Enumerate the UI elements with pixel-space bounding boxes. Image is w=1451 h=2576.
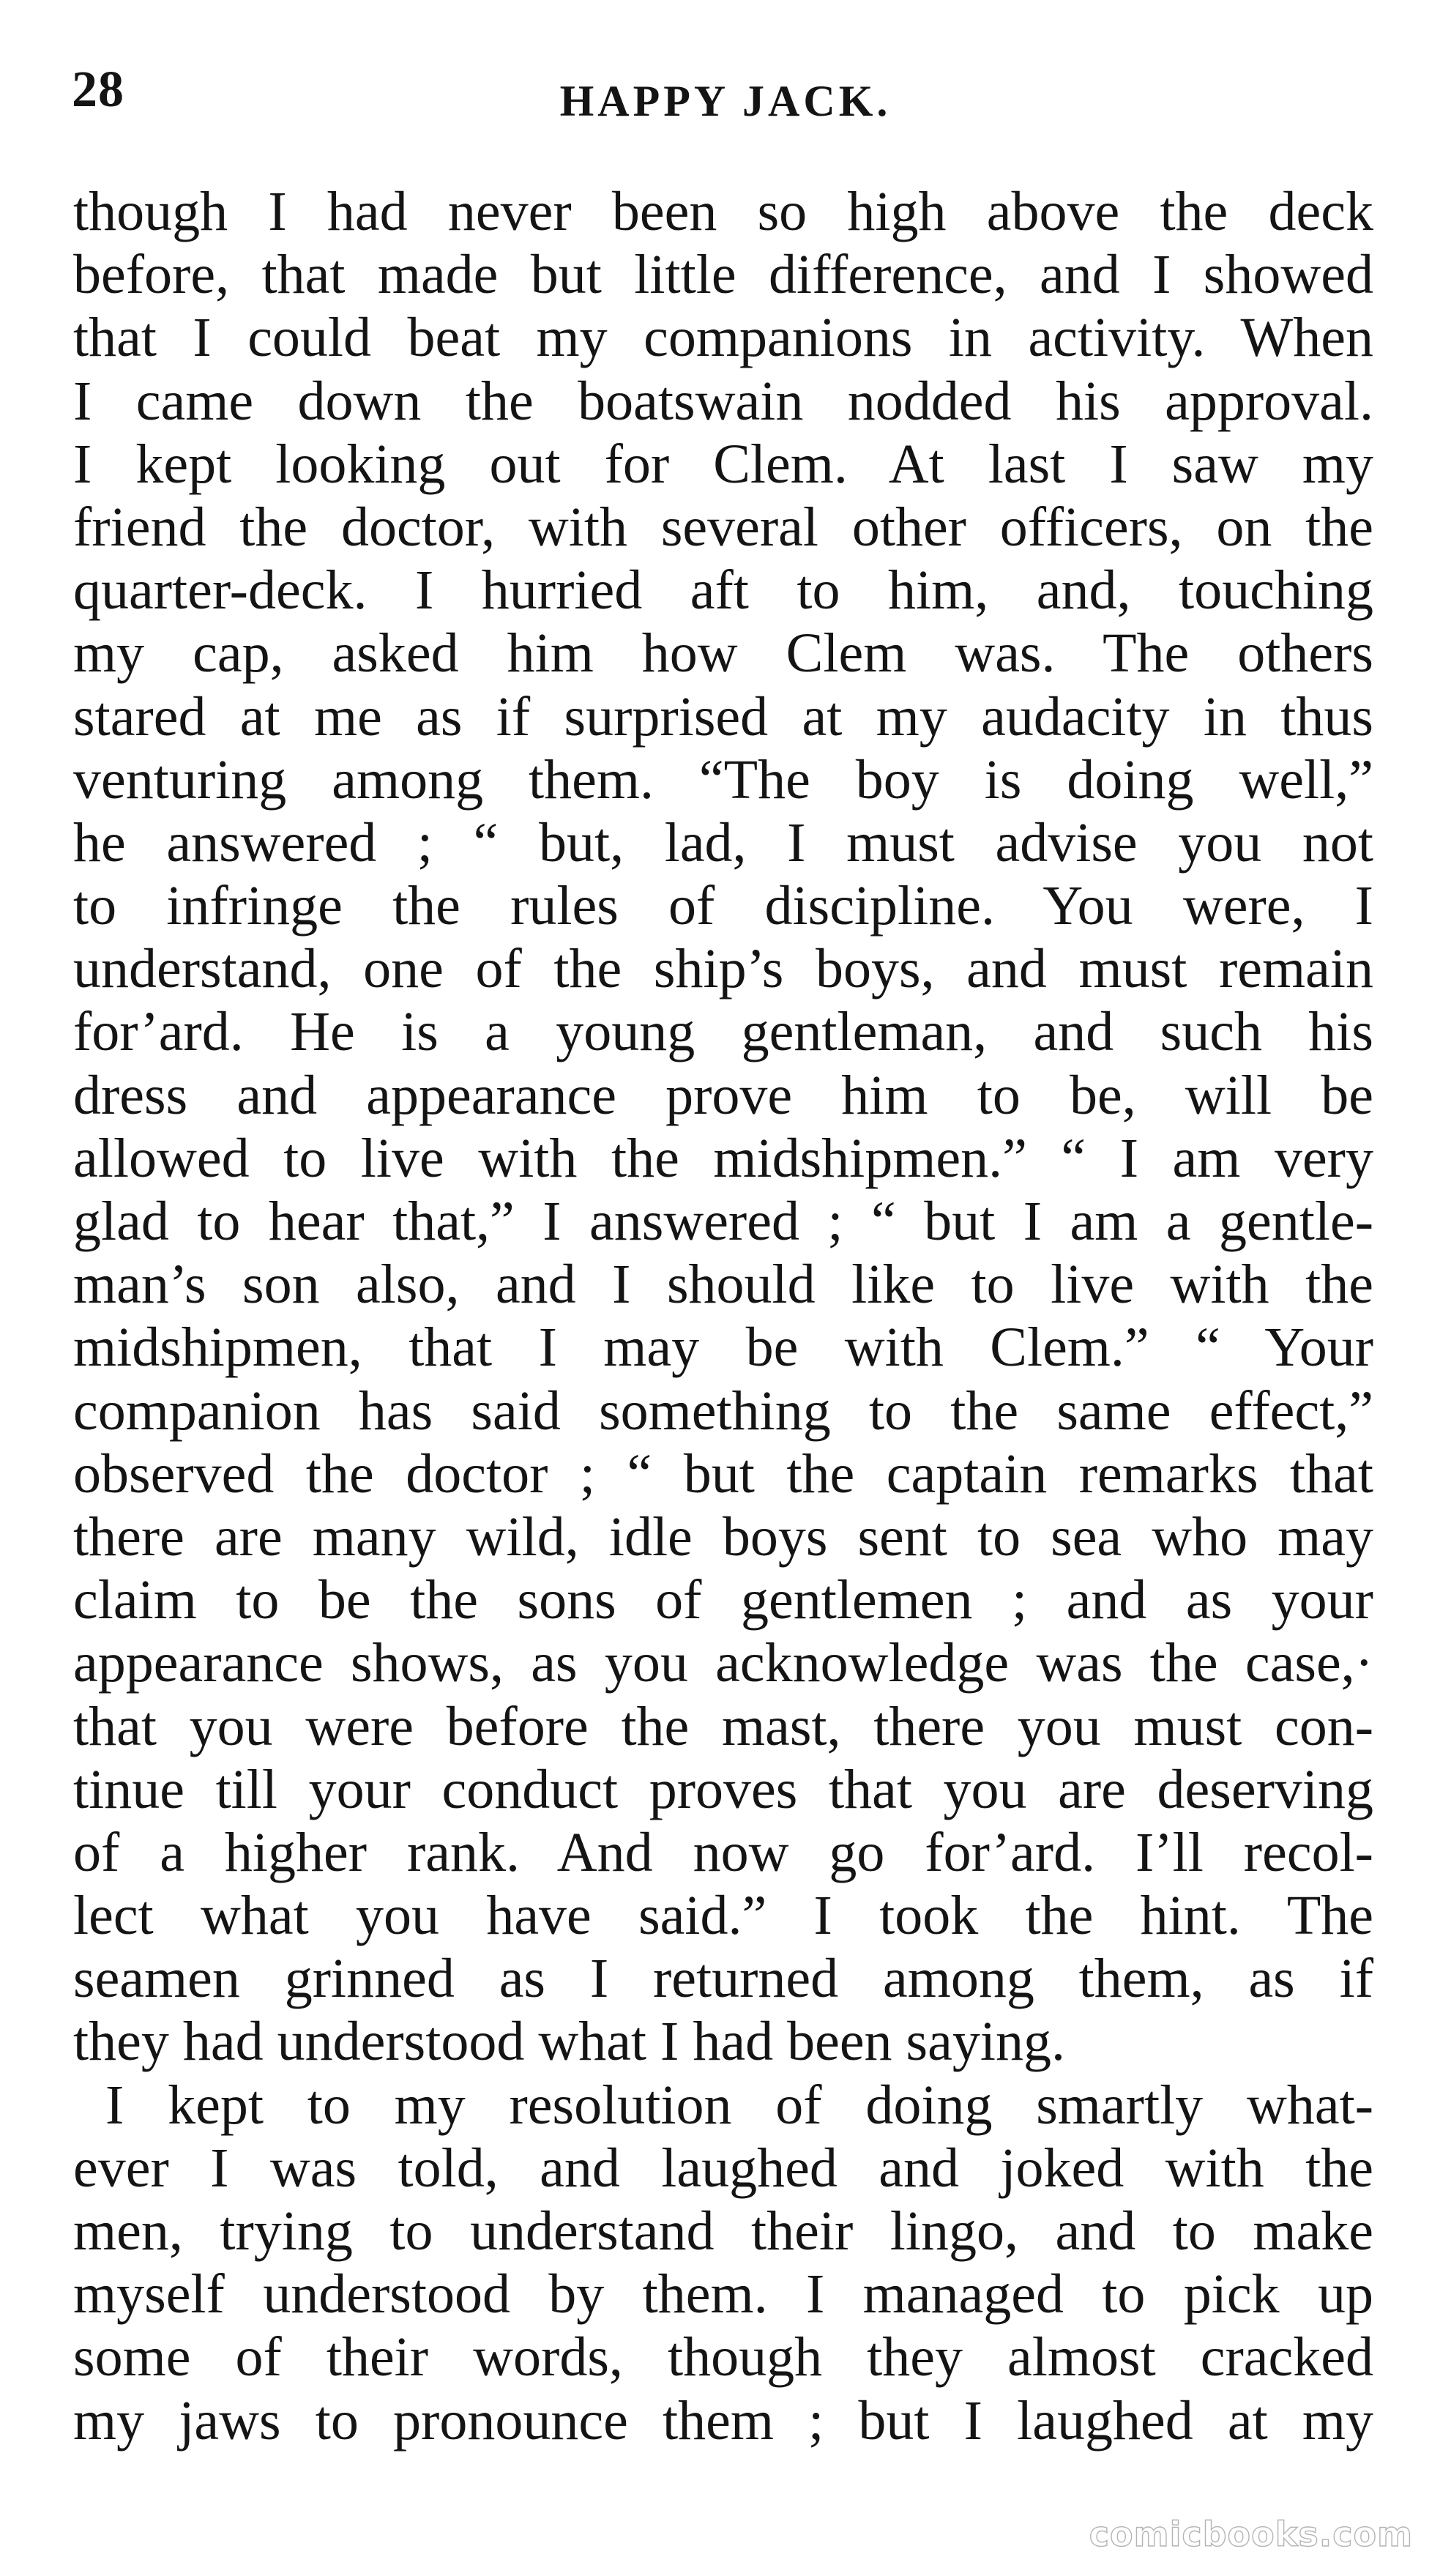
text-line: to infringe the rules of discipline. You were, I [73,875,1373,937]
text-line: companion has said something to the same effect,” [73,1380,1373,1442]
text-line: they had understood what I had been saying. [73,2011,1065,2073]
text-line: men, trying to understand their lingo, and to make [73,2200,1373,2262]
text-line: claim to be the sons of gentlemen ; and as your [73,1569,1373,1631]
text-line: tinue till your conduct proves that you are deserving [73,1758,1373,1820]
text-line: before, that made but little difference, and I showed [73,244,1373,306]
text-line: of a higher rank. And now go for’ard. I’ll recol- [73,1821,1373,1883]
text-line: lect what you have said.” I took the hint. The [73,1885,1373,1947]
running-title: HAPPY JACK. [559,77,892,125]
text-line: appearance shows, as you acknowledge was the case,· [73,1632,1373,1694]
text-line: friend the doctor, with several other officers, on the [73,496,1373,558]
text-line: ever I was told, and laughed and joked with the [73,2137,1373,2199]
text-line: that I could beat my companions in activity. When [73,307,1373,369]
text-line: myself understood by them. I managed to pick up [73,2263,1373,2326]
text-line: glad to hear that,” I answered ; “ but I am a gentle- [73,1191,1373,1252]
text-line: my jaws to pronounce them ; but I laughed at my [73,2389,1373,2452]
text-line: there are many wild, idle boys sent to sea who may [73,1505,1373,1568]
text-line: for’ard. He is a young gentleman, and such his [73,1001,1373,1063]
text-line: quarter-deck. I hurried aft to him, and, touching [73,559,1373,622]
body-text [73,180,1373,2452]
text-line: midshipmen, that I may be with Clem.” “ Your [73,1317,1373,1379]
text-line: that you were before the mast, there you must con- [73,1695,1373,1757]
text-line: stared at me as if surprised at my audacity in thus [73,685,1373,748]
watermark: comicbooks.com [1089,2514,1413,2554]
text-line: I came down the boatswain nodded his approval. [73,370,1373,432]
text-line: understand, one of the ship’s boys, and must remain [73,938,1373,1000]
text-line: though I had never been so high above the deck [73,181,1373,242]
text-line: my cap, asked him how Clem was. The others [73,622,1373,685]
text-line: seamen grinned as I returned among them, as if [73,1948,1373,2010]
text-line: he answered ; “ but, lad, I must advise you not [73,811,1373,874]
text-line: I kept looking out for Clem. At last I saw my [73,433,1373,495]
text-line: allowed to live with the midshipmen.” “ I am very [73,1127,1373,1189]
text-line: dress and appearance prove him to be, will be [73,1064,1373,1126]
text-line: man’s son also, and I should like to live with the [73,1254,1373,1316]
paragraph-2 [73,2074,1373,2452]
page-number: 28 [72,62,124,118]
paragraph-1 [73,180,1373,2074]
text-line: some of their words, though they almost cracked [73,2326,1373,2389]
text-line: observed the doctor ; “ but the captain remarks that [73,1443,1373,1505]
text-line: I kept to my resolution of doing smartly what- [105,2074,1373,2136]
text-line: venturing among them. “The boy is doing well,” [73,748,1373,811]
